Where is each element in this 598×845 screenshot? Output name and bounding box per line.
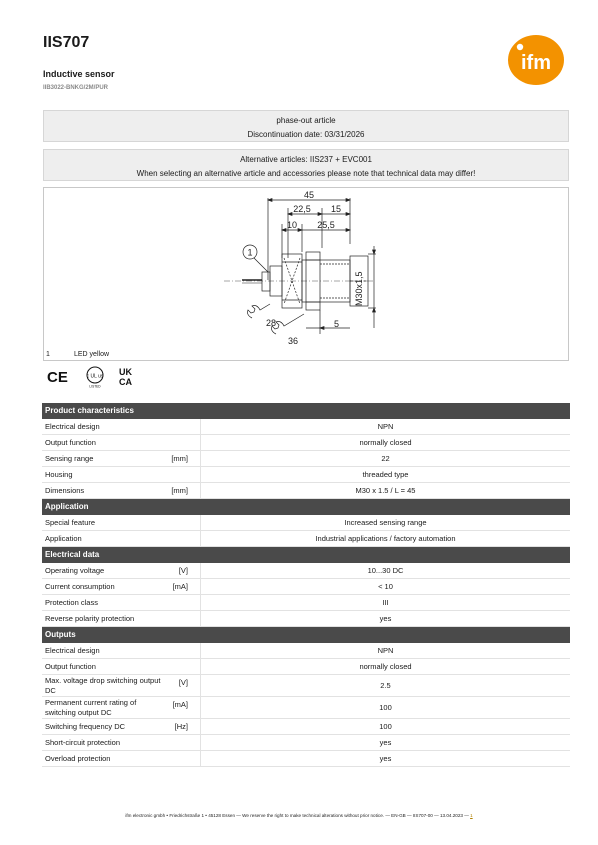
spec-row	[42, 751, 570, 767]
callout-1: 1	[247, 247, 253, 258]
spec-unit	[166, 435, 190, 438]
spec-unit	[166, 531, 190, 534]
ukca-bottom: CA	[119, 377, 132, 387]
spec-unit: [V]	[178, 566, 188, 575]
spec-value: NPN	[200, 419, 570, 434]
spec-row	[42, 563, 570, 579]
specification-table	[42, 403, 570, 767]
product-subtitle: Inductive sensor	[43, 69, 115, 79]
spec-label: Operating voltage	[45, 565, 105, 575]
spec-value: yes	[200, 611, 570, 626]
spec-unit	[166, 515, 190, 518]
ul-mark: c UL us	[86, 373, 104, 380]
spec-unit: [mm]	[171, 486, 188, 495]
ce-mark: CE	[47, 369, 68, 386]
spec-label: Overload protection	[45, 753, 111, 763]
spec-unit	[166, 467, 190, 470]
spec-row	[42, 611, 570, 627]
spec-value: 10...30 DC	[200, 563, 570, 578]
phase-out-notice	[43, 110, 569, 142]
spec-label: Output function	[45, 437, 96, 447]
spec-row	[42, 643, 570, 659]
spec-label: Housing	[45, 469, 73, 479]
spec-unit	[166, 659, 190, 662]
spec-value: yes	[200, 751, 570, 766]
spec-value: 2.5	[200, 675, 570, 696]
ul-listed-mark	[87, 367, 104, 388]
drawing-legend	[46, 351, 109, 358]
spec-row	[42, 697, 570, 719]
dim-25-5: 25,5	[317, 220, 335, 230]
spec-unit	[166, 595, 190, 598]
section-header: Outputs	[42, 627, 570, 643]
spec-label: Special feature	[45, 517, 96, 527]
dim-15: 15	[330, 204, 342, 214]
spec-unit	[166, 735, 190, 738]
dim-22-5: 22,5	[293, 204, 311, 214]
alternative-notice	[43, 149, 569, 181]
spec-row	[42, 595, 570, 611]
product-title: IIS707	[43, 34, 90, 51]
footer-text: ifm electronic gmbh • Friedrichstraße 1 • 45128 Essen — We reserve the right to make technical alterations without prior notice. — EN-GB — IIS707-00 — 13.04.2023 —	[125, 813, 469, 818]
spec-label: Electrical design	[45, 645, 100, 655]
spec-value: normally closed	[200, 435, 570, 450]
spec-value: Increased sensing range	[200, 515, 570, 530]
spec-value: threaded type	[200, 467, 570, 482]
page-footer	[0, 813, 598, 818]
spec-label: Max. voltage drop switching output DC	[45, 675, 161, 695]
spec-unit: [Hz]	[174, 722, 188, 731]
product-code: IIB3022-BNKG/2M/PUR	[43, 85, 109, 91]
spec-label: Reverse polarity protection	[45, 613, 135, 623]
certification-marks	[47, 366, 147, 388]
spec-row	[42, 483, 570, 499]
spec-unit: [mm]	[171, 454, 188, 463]
section-header: Product characteristics	[42, 403, 570, 419]
spec-value: III	[200, 595, 570, 610]
spec-unit: [mA]	[172, 582, 188, 591]
spec-row	[42, 451, 570, 467]
spec-label: Output function	[45, 661, 96, 671]
spec-label: Short-circuit protection	[45, 737, 121, 747]
spec-unit: [V]	[178, 678, 188, 687]
spec-row	[42, 435, 570, 451]
spec-value: NPN	[200, 643, 570, 658]
spec-label: Electrical design	[45, 421, 100, 431]
spec-value: M30 x 1.5 / L = 45	[200, 483, 570, 498]
page-number[interactable]: 1	[470, 813, 473, 818]
legend-number: 1	[46, 351, 50, 358]
dim-36: 36	[288, 336, 299, 346]
spec-row	[42, 735, 570, 751]
spec-unit	[166, 643, 190, 646]
dim-45: 45	[303, 190, 315, 200]
alternative-line2: When selecting an alternative article and accessories please note that technical data may differ!	[136, 169, 476, 178]
dim-m30: M30x1,5	[354, 271, 364, 306]
spec-row	[42, 579, 570, 595]
spec-value: normally closed	[200, 659, 570, 674]
spec-value: 100	[200, 697, 570, 718]
spec-value: 100	[200, 719, 570, 734]
dim-5: 5	[334, 319, 340, 329]
legend-text: LED yellow	[74, 351, 110, 358]
spec-row	[42, 675, 570, 697]
ul-listed: LISTED	[89, 384, 101, 388]
ukca-top: UK	[119, 367, 132, 377]
spec-row	[42, 419, 570, 435]
phase-out-line1: phase-out article	[276, 116, 336, 125]
spec-label: Protection class	[45, 597, 98, 607]
spec-row	[42, 719, 570, 735]
spec-unit	[166, 751, 190, 754]
spec-label: Permanent current rating of switching output DC	[45, 697, 137, 717]
ifm-logo	[508, 35, 564, 85]
sensor-drawing-svg	[44, 188, 570, 362]
spec-row	[42, 467, 570, 483]
spec-unit	[166, 611, 190, 614]
spec-row	[42, 515, 570, 531]
section-header: Electrical data	[42, 547, 570, 563]
spec-value: 22	[200, 451, 570, 466]
spec-label: Dimensions	[45, 485, 85, 495]
spec-row	[42, 659, 570, 675]
spec-value: yes	[200, 735, 570, 750]
dimension-drawing	[43, 187, 569, 361]
logo-text: ifm	[521, 52, 551, 74]
spec-value: < 10	[200, 579, 570, 594]
dim-10: 10	[286, 220, 298, 230]
spec-row	[42, 531, 570, 547]
spec-value: Industrial applications / factory automation	[200, 531, 570, 546]
spec-label: Switching frequency DC	[45, 721, 126, 731]
spec-label: Current consumption	[45, 581, 115, 591]
dim-28: 28	[266, 318, 277, 328]
alternative-line1: Alternative articles: IIS237 + EVC001	[240, 155, 372, 164]
spec-unit: [mA]	[172, 700, 188, 709]
section-header: Application	[42, 499, 570, 515]
phase-out-line2: Discontinuation date: 03/31/2026	[247, 130, 365, 139]
spec-label: Application	[45, 533, 82, 543]
spec-label: Sensing range	[45, 453, 94, 463]
spec-unit	[166, 419, 190, 422]
